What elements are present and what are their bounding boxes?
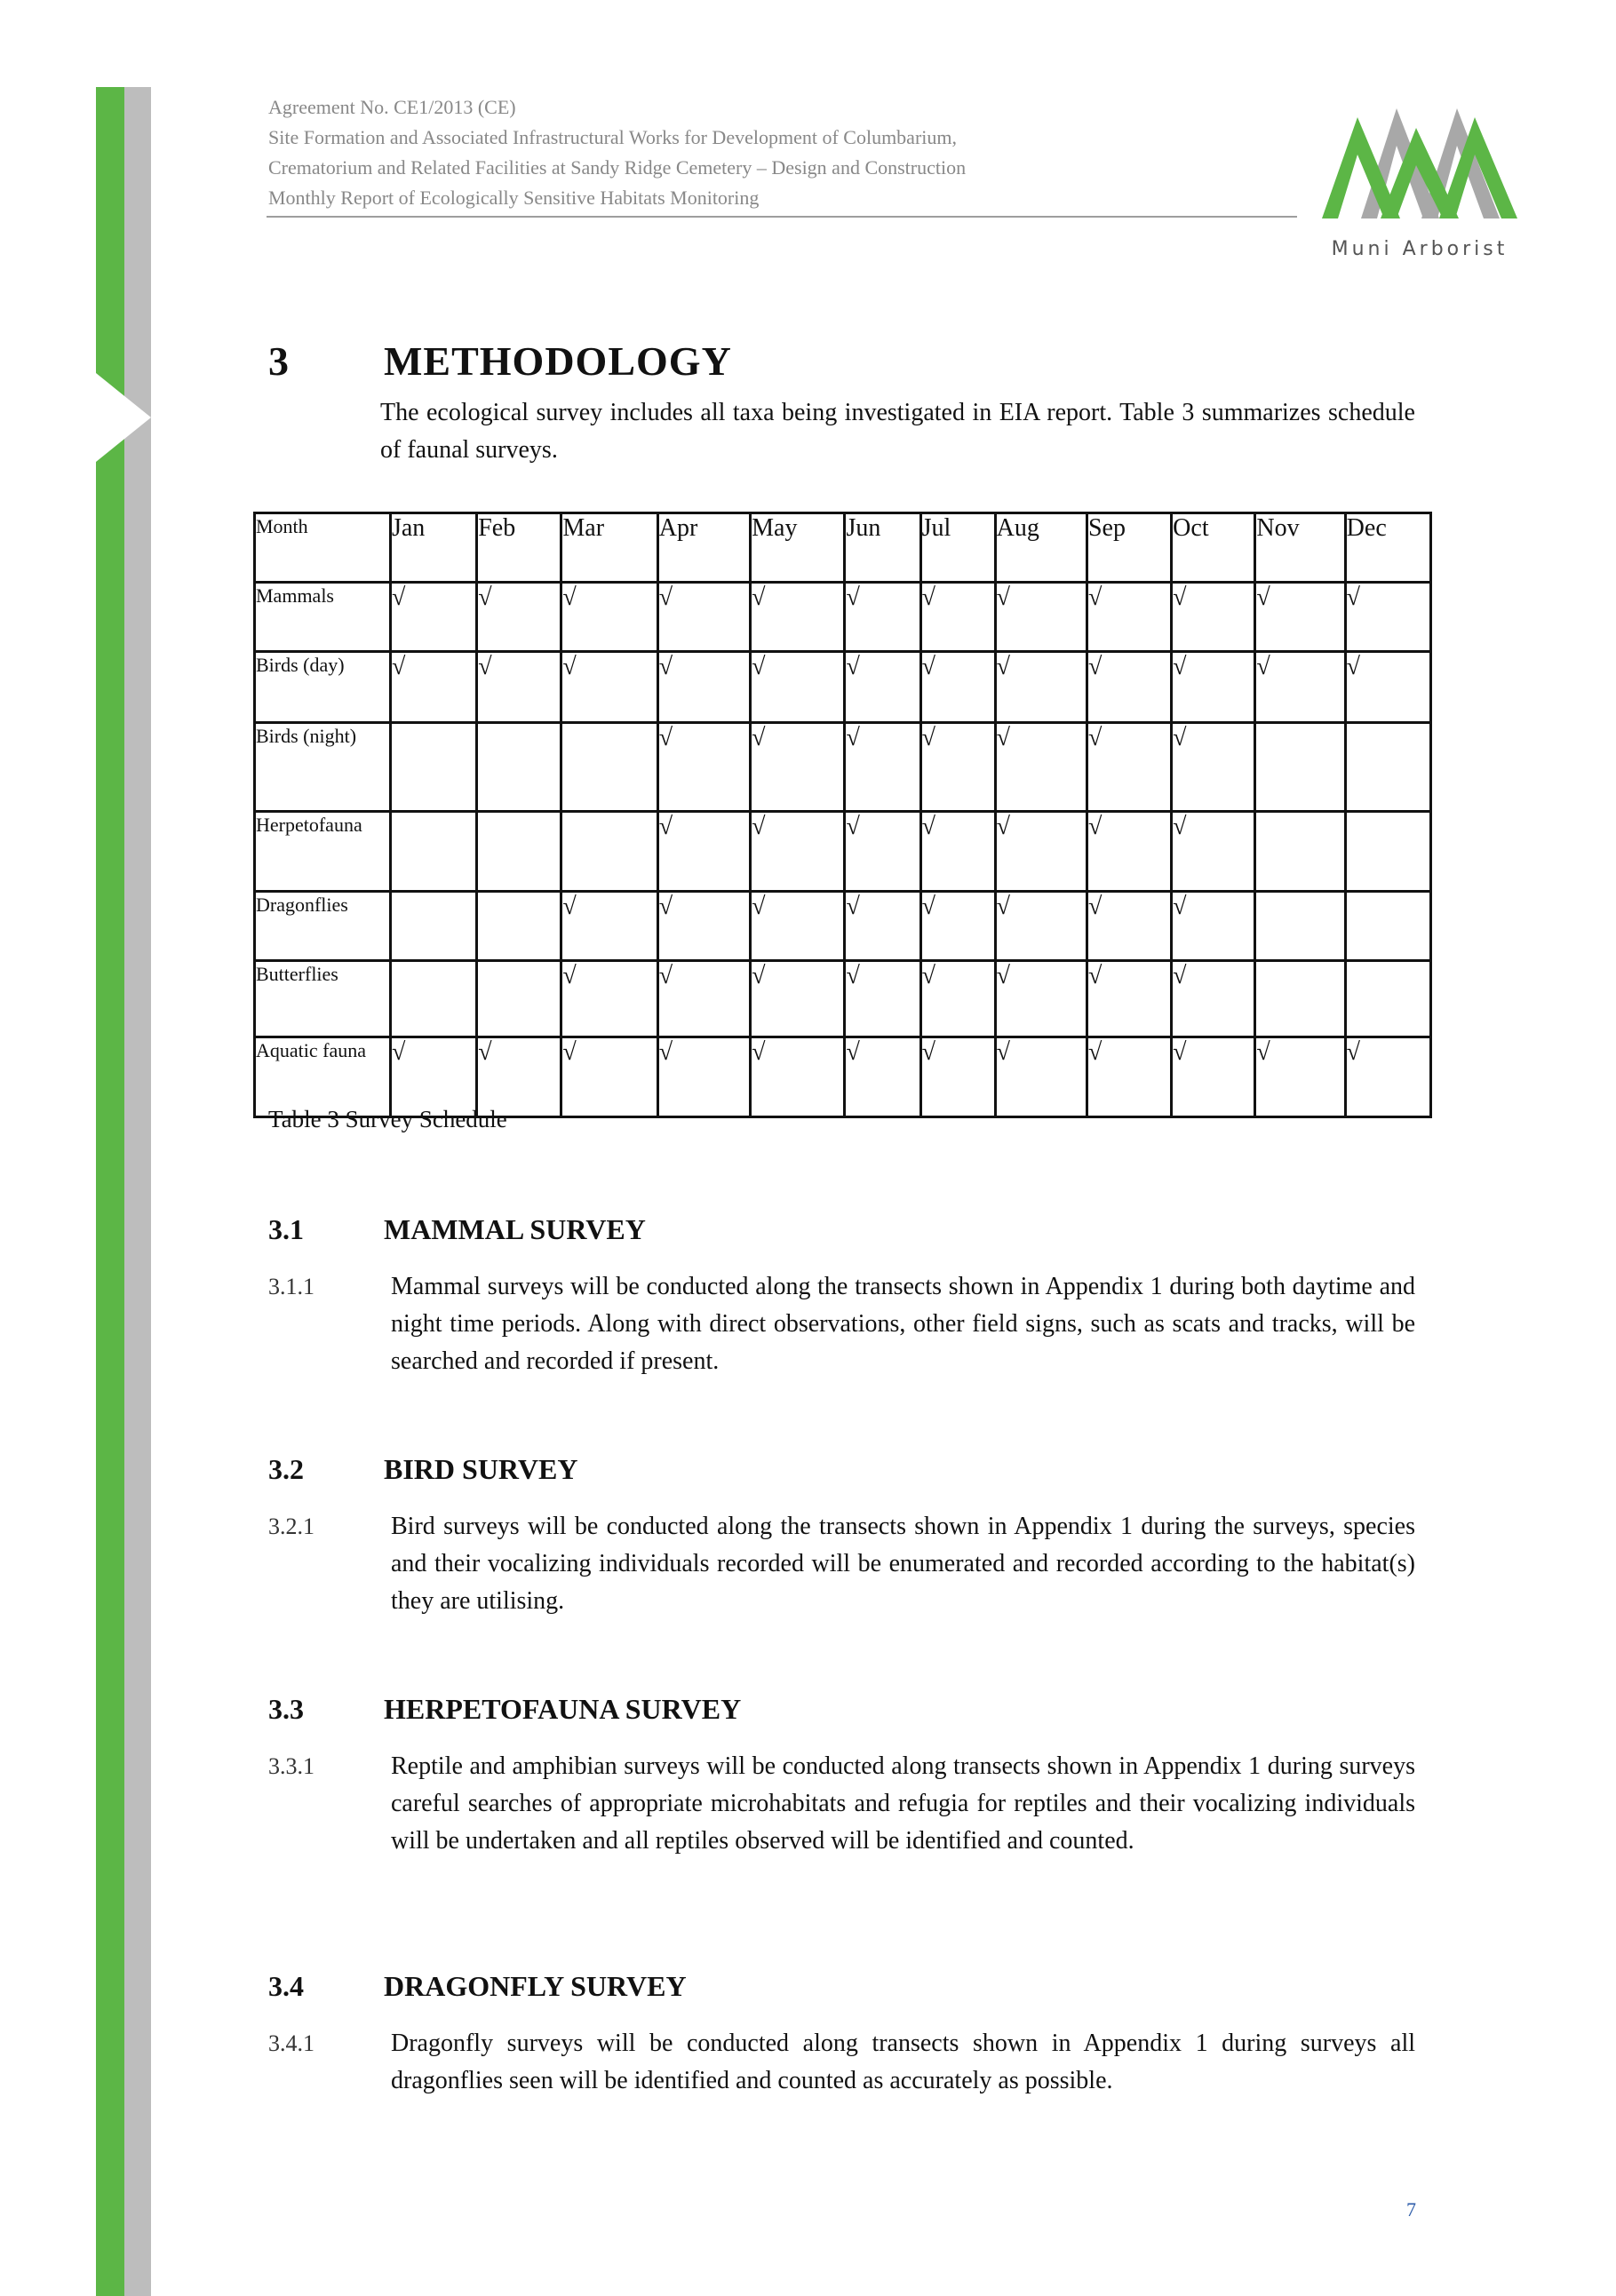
section-intro: The ecological survey includes all taxa being investigated in EIA report. Table 3 summarizes schedule of faunal surveys.	[380, 399, 1415, 464]
check-mark-cell: √	[751, 583, 845, 652]
check-mark-cell: √	[1345, 1037, 1430, 1117]
check-mark-cell: √	[920, 652, 995, 723]
table-caption: Table 3 Survey Schedule	[268, 1106, 507, 1132]
taxon-label-cell: Mammals	[255, 583, 391, 652]
empty-cell	[1255, 723, 1345, 812]
item-number: 3.3.1	[268, 1753, 314, 1779]
month-header-cell: Jan	[390, 513, 476, 583]
table-row	[255, 812, 1431, 892]
month-header-cell: Jun	[845, 513, 920, 583]
check-mark-cell: √	[920, 961, 995, 1037]
check-mark-cell: √	[920, 812, 995, 892]
header-line-2: Site Formation and Associated Infrastructural Works for Development of Columbarium,	[268, 126, 957, 148]
check-mark-cell: √	[845, 723, 920, 812]
month-header-cell: Oct	[1172, 513, 1255, 583]
check-mark-cell: √	[561, 583, 657, 652]
month-header-cell: Apr	[657, 513, 750, 583]
check-mark-cell: √	[1172, 723, 1255, 812]
header-rule	[267, 216, 1297, 218]
check-mark-cell: √	[995, 961, 1087, 1037]
check-mark-cell: √	[995, 652, 1087, 723]
check-mark-cell: √	[845, 652, 920, 723]
table-header-row	[255, 513, 1431, 583]
document-header	[268, 92, 1297, 213]
check-mark-cell: √	[657, 652, 750, 723]
table-row	[255, 583, 1431, 652]
empty-cell	[1255, 961, 1345, 1037]
check-mark-cell: √	[995, 723, 1087, 812]
check-mark-cell: √	[657, 961, 750, 1037]
survey-schedule-table	[253, 512, 1432, 1118]
empty-cell	[1255, 892, 1345, 961]
empty-cell	[1345, 961, 1430, 1037]
taxon-label-cell: Dragonflies	[255, 892, 391, 961]
check-mark-cell: √	[1345, 652, 1430, 723]
check-mark-cell: √	[845, 812, 920, 892]
header-cell-month: Month	[255, 513, 391, 583]
header-line-4: Monthly Report of Ecologically Sensitive Habitats Monitoring	[268, 187, 760, 209]
header-line-1: Agreement No. CE1/2013 (CE)	[268, 96, 516, 118]
taxon-label-cell: Aquatic fauna	[255, 1037, 391, 1117]
check-mark-cell: √	[1087, 1037, 1171, 1117]
empty-cell	[561, 723, 657, 812]
table-row	[255, 652, 1431, 723]
subsection-title: BIRD SURVEY	[384, 1453, 578, 1485]
section-number: 3	[268, 338, 289, 384]
check-mark-cell: √	[845, 1037, 920, 1117]
subsection-title: MAMMAL SURVEY	[384, 1213, 646, 1245]
check-mark-cell: √	[561, 961, 657, 1037]
section-title: METHODOLOGY	[384, 338, 732, 384]
check-mark-cell: √	[390, 583, 476, 652]
month-header-cell: Nov	[1255, 513, 1345, 583]
subsection-title: HERPETOFAUNA SURVEY	[384, 1693, 742, 1725]
check-mark-cell: √	[995, 1037, 1087, 1117]
paragraph: Dragonfly surveys will be conducted along transects shown in Appendix 1 during surveys all dragonflies seen will be identified and counted as accurately as possible.	[391, 2030, 1415, 2094]
taxon-label-cell: Birds (night)	[255, 723, 391, 812]
taxon-label-cell: Birds (day)	[255, 652, 391, 723]
check-mark-cell: √	[1255, 1037, 1345, 1117]
month-header-cell: Aug	[995, 513, 1087, 583]
check-mark-cell: √	[1172, 961, 1255, 1037]
check-mark-cell: √	[1087, 583, 1171, 652]
check-mark-cell: √	[477, 1037, 561, 1117]
subsection-number: 3.4	[268, 1970, 304, 2002]
table-row	[255, 1037, 1431, 1117]
table-row	[255, 723, 1431, 812]
check-mark-cell: √	[1172, 1037, 1255, 1117]
check-mark-cell: √	[1087, 652, 1171, 723]
left-bar-notch	[96, 373, 151, 462]
empty-cell	[477, 892, 561, 961]
item-number: 3.4.1	[268, 2030, 314, 2056]
check-mark-cell: √	[1172, 812, 1255, 892]
empty-cell	[1345, 723, 1430, 812]
paragraph: Reptile and amphibian surveys will be conducted along transects shown in Appendix 1 during surveys careful searches of appropriate microhabitats and refugia for reptiles and their vocalizing individuals will be undertaken and all reptiles observed will be identified and counted.	[391, 1752, 1415, 1855]
check-mark-cell: √	[995, 583, 1087, 652]
check-mark-cell: √	[1087, 892, 1171, 961]
header-line-3: Crematorium and Related Facilities at Sandy Ridge Cemetery – Design and Construction	[268, 156, 967, 179]
paragraph: Bird surveys will be conducted along the transects shown in Appendix 1 during the surveys, species and their vocalizing individuals recorded will be enumerated and recorded according to the habitat(s) they are utilising.	[391, 1513, 1415, 1615]
check-mark-cell: √	[1172, 892, 1255, 961]
month-header-cell: Dec	[1345, 513, 1430, 583]
check-mark-cell: √	[845, 961, 920, 1037]
taxon-label-cell: Herpetofauna	[255, 812, 391, 892]
check-mark-cell: √	[751, 812, 845, 892]
check-mark-cell: √	[477, 583, 561, 652]
check-mark-cell: √	[920, 892, 995, 961]
check-mark-cell: √	[920, 1037, 995, 1117]
item-number: 3.2.1	[268, 1513, 314, 1539]
table-row	[255, 892, 1431, 961]
check-mark-cell: √	[657, 812, 750, 892]
check-mark-cell: √	[477, 652, 561, 723]
check-mark-cell: √	[1172, 652, 1255, 723]
check-mark-cell: √	[561, 1037, 657, 1117]
taxon-label-cell: Butterflies	[255, 961, 391, 1037]
subsection-number: 3.3	[268, 1693, 304, 1725]
empty-cell	[390, 961, 476, 1037]
check-mark-cell: √	[1087, 961, 1171, 1037]
empty-cell	[1345, 892, 1430, 961]
check-mark-cell: √	[657, 583, 750, 652]
paragraph: Mammal surveys will be conducted along the transects shown in Appendix 1 during both daytime and night time periods. Along with direct observations, other field signs, such as scats and tracks, will be searched and recorded if present.	[391, 1273, 1415, 1375]
check-mark-cell: √	[390, 1037, 476, 1117]
empty-cell	[477, 723, 561, 812]
empty-cell	[561, 812, 657, 892]
check-mark-cell: √	[920, 583, 995, 652]
check-mark-cell: √	[1172, 583, 1255, 652]
check-mark-cell: √	[1087, 723, 1171, 812]
subsection-number: 3.1	[268, 1213, 304, 1245]
empty-cell	[1255, 812, 1345, 892]
month-header-cell: Jul	[920, 513, 995, 583]
check-mark-cell: √	[1255, 652, 1345, 723]
check-mark-cell: √	[657, 723, 750, 812]
check-mark-cell: √	[845, 583, 920, 652]
check-mark-cell: √	[751, 1037, 845, 1117]
logo-text: Muni Arborist	[1331, 238, 1509, 260]
empty-cell	[477, 812, 561, 892]
check-mark-cell: √	[657, 1037, 750, 1117]
month-header-cell: Sep	[1087, 513, 1171, 583]
check-mark-cell: √	[751, 652, 845, 723]
check-mark-cell: √	[390, 652, 476, 723]
check-mark-cell: √	[751, 892, 845, 961]
item-number: 3.1.1	[268, 1274, 314, 1299]
subsection-title: DRAGONFLY SURVEY	[384, 1970, 687, 2002]
month-header-cell: May	[751, 513, 845, 583]
check-mark-cell: √	[1255, 583, 1345, 652]
month-header-cell: Mar	[561, 513, 657, 583]
empty-cell	[390, 723, 476, 812]
check-mark-cell: √	[657, 892, 750, 961]
empty-cell	[1345, 812, 1430, 892]
check-mark-cell: √	[995, 892, 1087, 961]
check-mark-cell: √	[751, 723, 845, 812]
empty-cell	[390, 812, 476, 892]
page-number: 7	[1406, 2198, 1416, 2221]
check-mark-cell: √	[561, 652, 657, 723]
empty-cell	[390, 892, 476, 961]
empty-cell	[477, 961, 561, 1037]
subsection-number: 3.2	[268, 1453, 304, 1485]
check-mark-cell: √	[751, 961, 845, 1037]
check-mark-cell: √	[1087, 812, 1171, 892]
check-mark-cell: √	[1345, 583, 1430, 652]
check-mark-cell: √	[845, 892, 920, 961]
check-mark-cell: √	[561, 892, 657, 961]
month-header-cell: Feb	[477, 513, 561, 583]
check-mark-cell: √	[995, 812, 1087, 892]
check-mark-cell: √	[920, 723, 995, 812]
table-row	[255, 961, 1431, 1037]
